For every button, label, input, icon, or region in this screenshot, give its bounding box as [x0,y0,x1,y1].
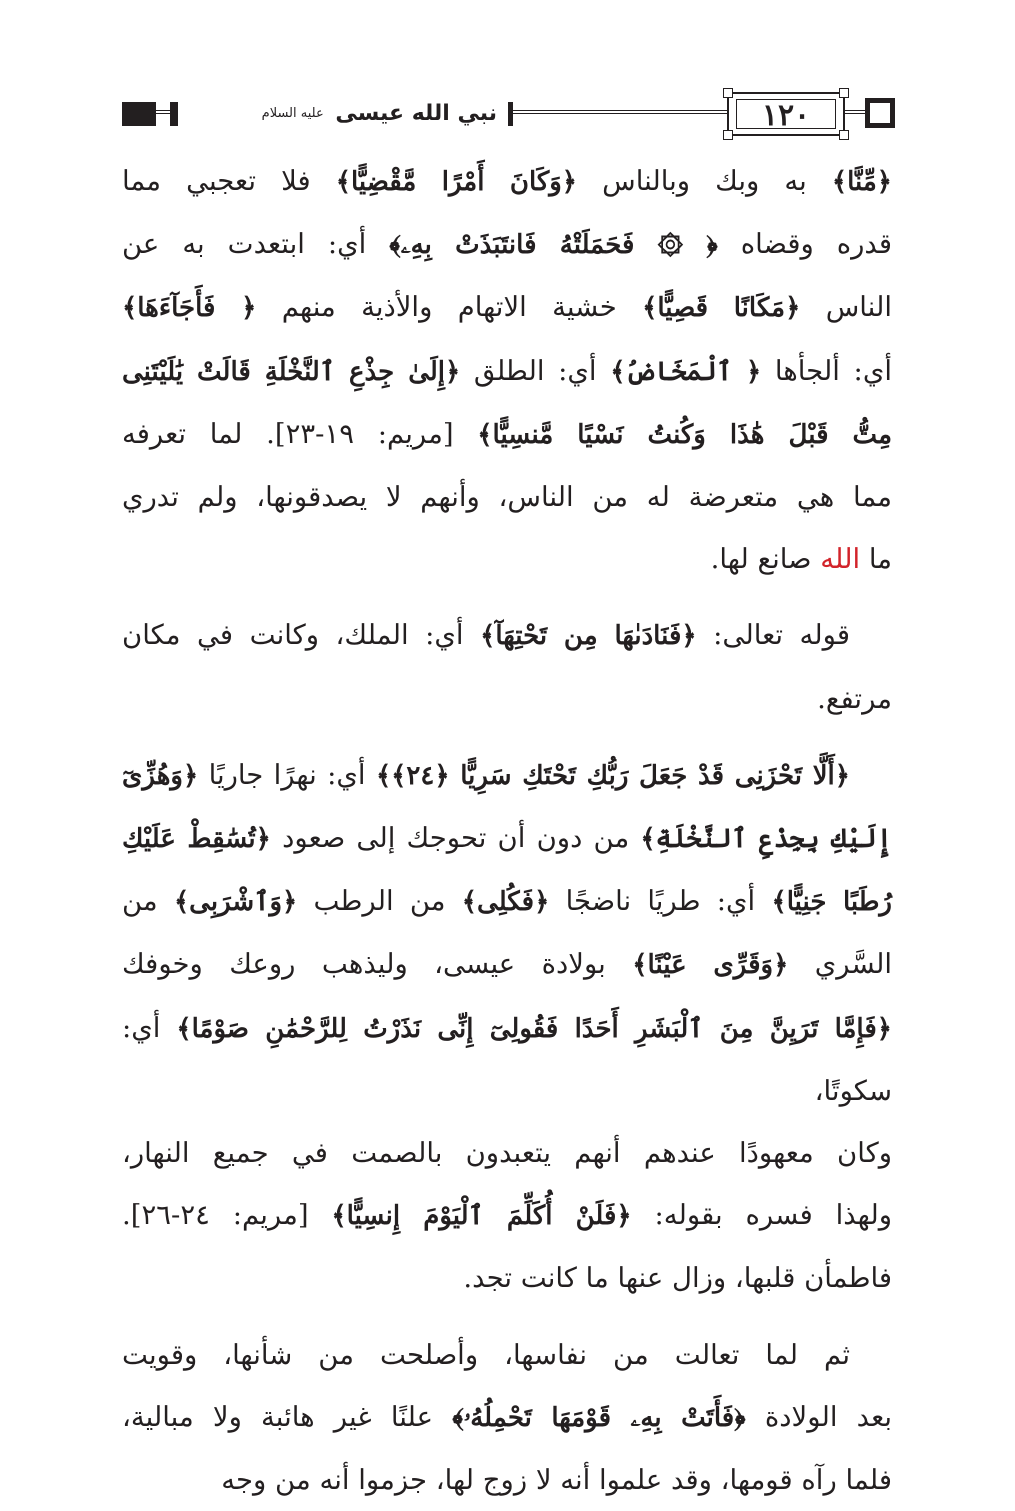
body-text: علنًا غير هائبة ولا مبالية، [122,1400,453,1433]
text-line [122,1324,892,1386]
body-text: أي: نهرًا جاريًا [198,758,376,791]
body-text: فلا تعجبي مما [122,165,336,197]
text-line [122,1247,892,1309]
quran-verse: إِلَيْكِ بِجِذْعِ ٱلنَّخْلَةِ﴾ [640,824,892,855]
quran-verse: ﴿تُسَٰقِطْ عَلَيْكِ [122,824,271,855]
header-rule-left [156,110,170,114]
body-text: فاطمأن قلبها، وزال عنها ما كانت تجد. [463,1262,892,1295]
quran-verse: ﴿مَكَانًا قَصِيًّا﴾ [642,293,801,324]
body-text: قدره وقضاه [717,228,893,261]
quran-verse: ﴿وَهُزِّىٓ [122,760,199,791]
quran-verse: ﴿فَأَتَتْ بِهِۦ قَوْمَهَا تَحْمِلُهُۥ﴾ [452,1402,746,1433]
frame-corner-ornament [839,88,849,98]
text-line [122,1122,892,1184]
body-text: مما هي متعرضة له من الناس، وأنهم لا يصدقونها، ولم تدري [122,481,892,514]
quran-verse: ﴿فَلَنْ أُكَلِّمَ ٱلْيَوْمَ إِنسِيًّا﴾ [331,1201,632,1232]
text-line [122,213,892,276]
header-right-ornament [865,98,895,128]
header-rule-right [845,110,867,114]
body-text: أي: الطلق [460,354,611,387]
body-text: [مريم: ٢٤-٢٦]. [122,1199,332,1232]
header-left-ornament [122,102,156,126]
body-text: ما [860,543,892,576]
quran-verse: ﴿ فَأَجَآءَهَا﴾ [122,293,257,324]
body-text: ولهذا فسره بقوله: [631,1199,892,1232]
honorific-text: عليه السلام [261,106,324,121]
text-line [122,1184,892,1247]
body-text: أي: ابتعدت به عن [122,228,390,261]
body-text: أي: الملك، وكانت في مكان [122,619,481,652]
text-line [122,604,892,667]
header-rule-middle [513,110,727,114]
quran-verse: ﴿أَلَّا تَحْزَنِى قَدْ جَعَلَ رَبُّكِ تَحْتَكِ سَرِيًّا ﴿٢٤﴾﴾ [375,760,851,791]
quran-verse: رُطَبًا جَنِيًّا﴾ [771,887,892,918]
body-text: قوله تعالى: [696,619,851,652]
body-text: الناس [800,291,892,324]
header-title-bar [508,102,513,126]
text-line [122,668,892,730]
body-text: بعد الولادة [745,1400,893,1433]
body-text: أي: ألجأها [761,354,892,387]
body-text: أي: طريًا ناضجًا [549,885,772,918]
body-text: به وبك وبالناس [577,165,832,197]
page-number-frame [727,92,845,136]
body-text: [مريم: ١٩-٢٣]. لما تعرفه [122,417,478,450]
quran-verse: ﴿وَكَانَ أَمْرًا مَّقْضِيًّا﴾ [335,167,578,197]
text-line [122,1386,892,1449]
text-line [122,466,892,528]
body-text: مرتفع. [817,682,892,715]
quran-verse: ﴿وَٱشْرَبِى﴾ [173,887,298,918]
body-text: من [122,885,174,918]
text-line [122,1449,892,1511]
paragraph [122,150,892,590]
page-body [122,150,892,1511]
quran-verse: ﴿إِلَىٰ جِذْعِ ٱلنَّخْلَةِ قَالَتْ يَٰلَيْتَنِى [122,356,461,387]
text-line [122,403,892,466]
body-text: من الرطب [297,885,462,918]
paragraph [122,744,892,1310]
body-text: ثم لما تعالت من نفاسها، وأصلحت من شأنها، وقويت [122,1338,850,1371]
quran-verse: ﴿فَإِمَّا تَرَيِنَّ مِنَ ٱلْبَشَرِ أَحَدًا فَقُولِىٓ إِنِّى نَذَرْتُ لِلرَّحْمَٰنِ صَوْمًا﴾ [176,1013,892,1044]
body-text: أي: سكوتًا، [122,1011,892,1107]
body-text: السَّري [788,948,893,981]
body-text: وكان معهودًا عندهم أنهم يتعبدون بالصمت في جميع النهار، [122,1137,892,1170]
body-text: فلما رآه قومها، وقد علموا أنه لا زوج لها، جزموا أنه من وجه [221,1464,892,1497]
quran-verse: ﴿فَنَادَىٰهَا مِن تَحْتِهَآ﴾ [480,621,697,652]
text-line [122,744,892,807]
text-line [122,933,892,996]
running-title [262,96,497,132]
quran-verse: ﴿فَكُلِى﴾ [461,887,550,918]
running-title-text: نبي الله عيسى [335,101,497,126]
header-left-bar [170,102,178,126]
page-header [122,92,895,138]
text-line [122,340,892,403]
page-number: ١٢٠ [761,98,811,133]
divine-name: الله [820,543,861,576]
text-line [122,528,892,590]
body-text: بولادة عيسى، وليذهب روعك وخوفك [122,948,633,981]
text-line [122,997,892,1122]
text-line [122,150,892,213]
quran-verse: ﴿مِّنَّا﴾ [831,167,892,197]
text-line [122,807,892,870]
text-line [122,276,892,339]
paragraph [122,1324,892,1511]
body-text: صانع لها. [710,543,821,576]
quran-verse: ﴿وَقَرِّى عَيْنًا﴾ [632,950,789,981]
quran-verse: مِتُّ قَبْلَ هَٰذَا وَكُنتُ نَسْيًا مَّنسِيًّا﴾ [477,419,892,450]
body-text: من دون أن تحوجك إلى صعود [270,822,641,855]
quran-verse: ﴿ ۞ فَحَمَلَتْهُ فَانتَبَذَتْ بِهِۦ﴾ [389,230,718,261]
frame-corner-ornament [723,88,733,98]
text-line [122,870,892,933]
paragraph [122,604,892,729]
body-text: خشية الاتهام والأذية منهم [256,291,643,324]
quran-verse: ﴿ ٱلْمَخَاضُ﴾ [610,356,762,387]
